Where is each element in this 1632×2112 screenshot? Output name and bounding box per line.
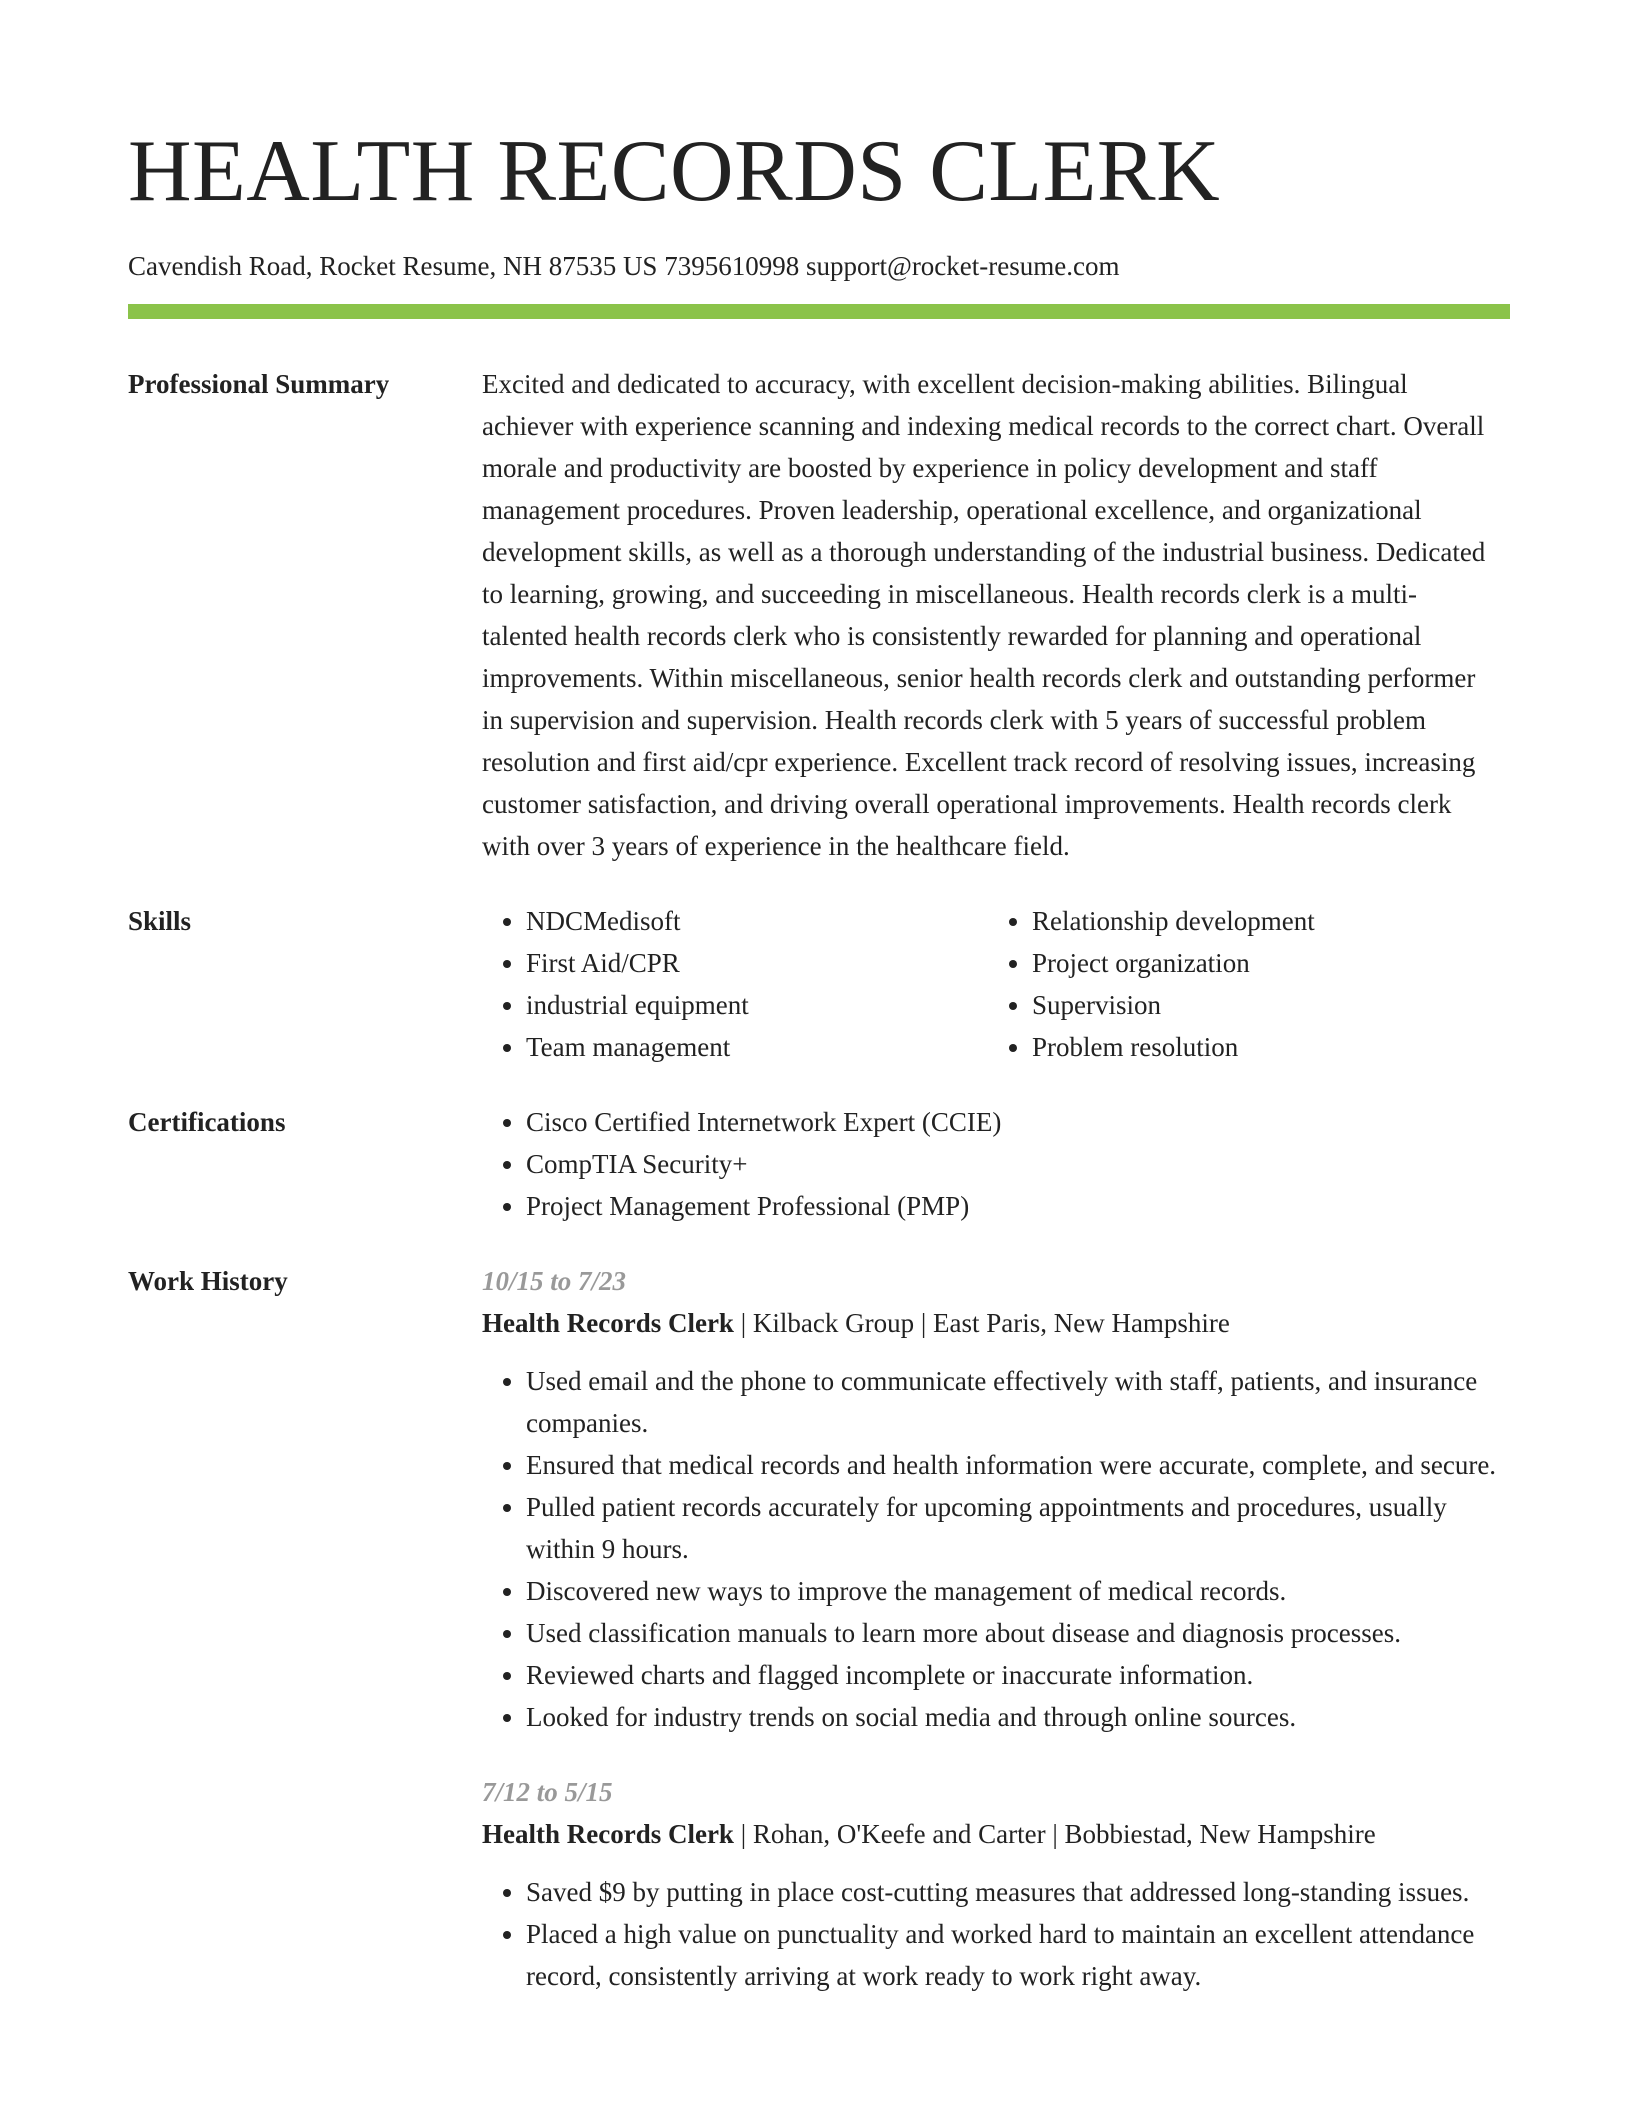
contact-line: Cavendish Road, Rocket Resume, NH 87535 US 7395610998 support@rocket-resume.com: [128, 251, 1120, 281]
job-bullets: [482, 1871, 1510, 1997]
job-bullet: • Reviewed charts and flagged incomplete or inaccurate information.: [526, 1654, 1510, 1696]
section-professional-summary: [128, 363, 1510, 867]
job-bullets: [482, 1360, 1510, 1738]
skill-item: • Supervision: [1032, 984, 1494, 1026]
job-bullet: • Placed a high value on punctuality and worked hard to maintain an excellent attendance record, consistently arriving at work ready to work right away.: [526, 1913, 1510, 1997]
resume-page: [128, 0, 1510, 1997]
job-heading: [482, 1302, 1510, 1344]
skill-item: • industrial equipment: [526, 984, 988, 1026]
skills-list-left: [482, 900, 988, 1068]
resume-title: HEALTH RECORDS CLERK: [128, 123, 1221, 220]
certification-item: • Project Management Professional (PMP): [526, 1185, 1510, 1227]
skill-item: • Project organization: [1032, 942, 1494, 984]
skill-item: • First Aid/CPR: [526, 942, 988, 984]
job-bullet: • Saved $9 by putting in place cost-cutting measures that addressed long-standing issues.: [526, 1871, 1510, 1913]
job-entry: [482, 1771, 1510, 1997]
summary-text: Excited and dedicated to accuracy, with excellent decision-making abilities. Bilingual achiever with experience scanning and indexing medical records to the correct chart. Overall morale and productivity are boosted by experience in policy development and staff management procedures. Proven leadership, operational excellence, and organizational development skills, as well as a thorough understanding of the industrial business. Dedicated to learning, growing, and succeeding in miscellaneous. Health records clerk is a multi-talented health records clerk who is consistently rewarded for planning and operational improvements. Within miscellaneous, senior health records clerk and outstanding performer in supervision and supervision. Health records clerk with 5 years of successful problem resolution and first aid/cpr experience. Excellent track record of resolving issues, increasing customer satisfaction, and driving overall operational improvements. Health records clerk with over 3 years of experience in the healthcare field.: [482, 369, 1486, 861]
job-bullet: • Used email and the phone to communicate effectively with staff, patients, and insurance companies.: [526, 1360, 1510, 1444]
skills-columns: [482, 900, 1510, 1068]
certifications-list: [482, 1101, 1510, 1227]
job-dates: 7/12 to 5/15: [482, 1777, 613, 1807]
skill-item: • Team management: [526, 1026, 988, 1068]
job-bullet: • Used classification manuals to learn more about disease and diagnosis processes.: [526, 1612, 1510, 1654]
job-bullet: • Pulled patient records accurately for upcoming appointments and procedures, usually within 9 hours.: [526, 1486, 1510, 1570]
skills-list-right: [988, 900, 1494, 1068]
job-bullet: • Ensured that medical records and health information were accurate, complete, and secure.: [526, 1444, 1510, 1486]
section-label: Professional Summary: [128, 369, 390, 399]
skill-item: • Problem resolution: [1032, 1026, 1494, 1068]
job-bullet: • Discovered new ways to improve the management of medical records.: [526, 1570, 1510, 1612]
job-heading: [482, 1813, 1510, 1855]
job-dates: 10/15 to 7/23: [482, 1266, 627, 1296]
job-bullet: • Looked for industry trends on social media and through online sources.: [526, 1696, 1510, 1738]
skill-item: • NDCMedisoft: [526, 900, 988, 942]
job-title: Health Records Clerk: [482, 1308, 734, 1338]
section-certifications: [128, 1101, 1510, 1227]
accent-divider: [128, 304, 1510, 319]
section-skills: [128, 900, 1510, 1068]
section-work-history: [128, 1260, 1510, 1997]
job-details: | Kilback Group | East Paris, New Hampshire: [733, 1308, 1230, 1338]
section-label: Certifications: [128, 1107, 286, 1137]
section-label: Work History: [128, 1266, 288, 1296]
section-label: Skills: [128, 906, 192, 936]
job-details: | Rohan, O'Keefe and Carter | Bobbiestad, New Hampshire: [733, 1819, 1376, 1849]
job-title: Health Records Clerk: [482, 1819, 734, 1849]
certification-item: • Cisco Certified Internetwork Expert (CCIE): [526, 1101, 1510, 1143]
skill-item: • Relationship development: [1032, 900, 1494, 942]
certification-item: • CompTIA Security+: [526, 1143, 1510, 1185]
job-entry: [482, 1260, 1510, 1738]
